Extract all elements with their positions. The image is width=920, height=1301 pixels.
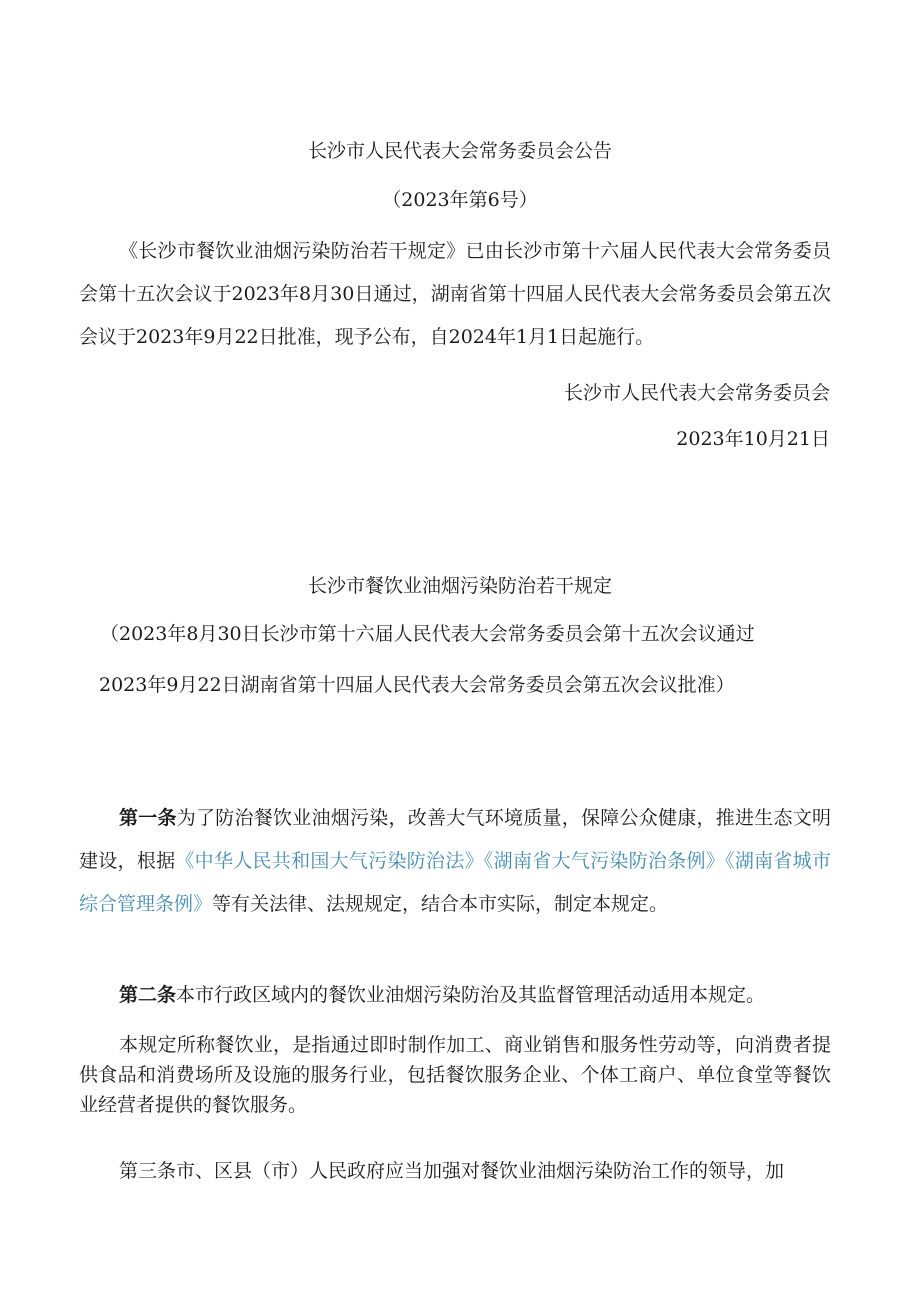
article-1-text-a: 为了防治餐饮业油烟污染，改善大气环境质量，保障公众健康，推进生态文明建设，根据 [79,807,831,872]
passage-note-1: （2023年8月30日长沙市第十六届人民代表大会常务委员会第十五次会议通过 [100,623,755,645]
notice-title: 长沙市人民代表大会常务委员会公告 [307,140,612,162]
article-1 [79,797,831,926]
notice-number: （2023年第6号） [382,189,538,211]
article-2-para2-text: 本规定所称餐饮业，是指通过即时制作加工、商业销售和服务性劳动等，向消费者提供食品和消费场所及设施的服务行业，包括餐饮服务企业、个体工商户、单位食堂等餐饮业经营者提供的餐饮服务。 [79,1034,831,1116]
notice-date: 2023年10月21日 [676,428,830,450]
notice-issuer: 长沙市人民代表大会常务委员会 [563,382,830,404]
notice-body [79,230,831,359]
article-3 [79,1156,831,1186]
article-2-heading: 第二条 [119,984,177,1006]
article-2-text: 本市行政区域内的餐饮业油烟污染防治及其监督管理活动适用本规定。 [176,984,766,1006]
article-2-paragraph-2 [79,1030,831,1120]
passage-note-2: 2023年9月22日湖南省第十四届人民代表大会常务委员会第五次会议批准） [99,674,735,696]
law-link-air-pollution-law[interactable]: 《中华人民共和国大气污染防治法》 [175,850,484,872]
article-3-text: 第三条市、区县（市）人民政府应当加强对餐饮业油烟污染防治工作的领导，加 [119,1160,785,1182]
law-link-hunan-urban-management-regulation[interactable]: 《湖南省城市综合管理条例》 [79,850,831,915]
notice-body-text: 《长沙市餐饮业油烟污染防治若干规定》已由长沙市第十六届人民代表大会常务委员会第十五次会议于2023年8月30日通过，湖南省第十四届人民代表大会常务委员会第五次会议于2023年9月22日批准，现予公布，自2024年1月1日起施行。 [79,240,831,348]
article-2 [79,980,831,1010]
regulation-title: 长沙市餐饮业油烟污染防治若干规定 [307,575,612,597]
law-link-hunan-air-pollution-regulation[interactable]: 《湖南省大气污染防治条例》 [483,850,726,872]
article-1-heading: 第一条 [119,807,177,829]
article-1-text-b: 等有关法律、法规规定，结合本市实际，制定本规定。 [212,893,669,915]
